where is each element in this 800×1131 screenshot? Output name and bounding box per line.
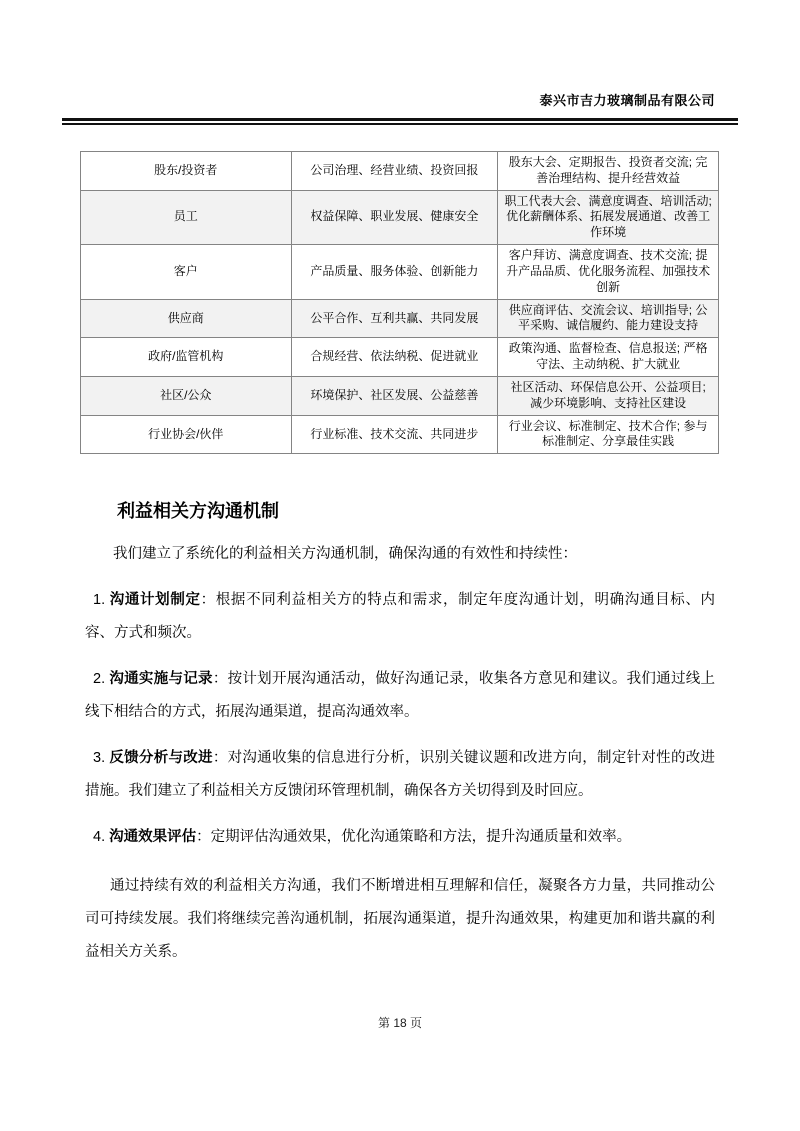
response-cell: 行业会议、标准制定、技术合作; 参与标准制定、分享最佳实践 <box>498 415 719 454</box>
list-item-1 <box>85 584 715 650</box>
stakeholder-cell: 员工 <box>81 190 292 244</box>
item-number: 4. <box>93 829 106 846</box>
response-cell: 供应商评估、交流会议、培训指导; 公平采购、诚信履约、能力建设支持 <box>498 299 719 338</box>
stakeholder-cell: 社区/公众 <box>81 376 292 415</box>
table-row <box>81 152 719 191</box>
table-row <box>81 190 719 244</box>
item-number: 2. <box>93 671 106 688</box>
list-item-4 <box>85 821 715 854</box>
list-item-3 <box>85 742 715 808</box>
header-rule-thin <box>62 123 738 125</box>
table-row <box>81 245 719 299</box>
table-row <box>81 376 719 415</box>
table-row <box>81 415 719 454</box>
stakeholder-cell: 供应商 <box>81 299 292 338</box>
intro-paragraph: 我们建立了系统化的利益相关方沟通机制，确保沟通的有效性和持续性： <box>113 546 577 563</box>
expectations-cell: 环境保护、社区发展、公益慈善 <box>291 376 498 415</box>
response-cell: 政策沟通、监督检查、信息报送; 严格守法、主动纳税、扩大就业 <box>498 338 719 377</box>
stakeholder-cell: 行业协会/伙伴 <box>81 415 292 454</box>
section-title: 利益相关方沟通机制 <box>117 501 279 522</box>
page-footer <box>0 1014 800 1031</box>
stakeholder-table <box>80 151 719 454</box>
stakeholder-cell: 股东/投资者 <box>81 152 292 191</box>
table-row <box>81 338 719 377</box>
item-label: 反馈分析与改进 <box>109 750 213 767</box>
stakeholder-cell: 客户 <box>81 245 292 299</box>
expectations-cell: 公平合作、互利共赢、共同发展 <box>291 299 498 338</box>
item-text: ：根据不同利益相关方的特点和需求，制定年度沟通计划，明确沟通目标、内容、方式和频次。 <box>85 592 716 642</box>
list-item-2 <box>85 663 715 729</box>
item-text: ：定期评估沟通效果，优化沟通策略和方法，提升沟通质量和效率。 <box>196 829 632 846</box>
header-rule-thick <box>62 118 738 121</box>
closing-paragraph: 通过持续有效的利益相关方沟通，我们不断增进相互理解和信任，凝聚各方力量，共同推动公司可持续发展。我们将继续完善沟通机制，拓展沟通渠道，提升沟通效果，构建更加和谐共赢的利益相关方关系。 <box>85 878 715 961</box>
expectations-cell: 合规经营、依法纳税、促进就业 <box>291 338 498 377</box>
response-cell: 股东大会、定期报告、投资者交流; 完善治理结构、提升经营效益 <box>498 152 719 191</box>
response-cell: 职工代表大会、满意度调查、培训活动; 优化薪酬体系、拓展发展通道、改善工作环境 <box>498 190 719 244</box>
response-cell: 客户拜访、满意度调查、技术交流; 提升产品品质、优化服务流程、加强技术创新 <box>498 245 719 299</box>
company-name: 泰兴市吉力玻璃制品有限公司 <box>539 93 715 108</box>
expectations-cell: 产品质量、服务体验、创新能力 <box>291 245 498 299</box>
item-label: 沟通效果评估 <box>109 829 197 846</box>
item-text: ：对沟通收集的信息进行分析，识别关键议题和改进方向，制定针对性的改进措施。我们建立了利益相关方反馈闭环管理机制，确保各方关切得到及时回应。 <box>85 750 716 800</box>
item-number: 3. <box>93 750 106 767</box>
item-text: ：按计划开展沟通活动，做好沟通记录，收集各方意见和建议。我们通过线上线下相结合的方式，拓展沟通渠道，提高沟通效率。 <box>85 671 716 721</box>
item-label: 沟通实施与记录 <box>109 671 213 688</box>
response-cell: 社区活动、环保信息公开、公益项目; 减少环境影响、支持社区建设 <box>498 376 719 415</box>
expectations-cell: 权益保障、职业发展、健康安全 <box>291 190 498 244</box>
stakeholder-cell: 政府/监管机构 <box>81 338 292 377</box>
page-header <box>0 0 800 125</box>
item-label: 沟通计划制定 <box>109 592 201 609</box>
item-number: 1. <box>93 592 106 609</box>
page-number: 第 18 页 <box>377 1016 423 1030</box>
table-row <box>81 299 719 338</box>
expectations-cell: 公司治理、经营业绩、投资回报 <box>291 152 498 191</box>
expectations-cell: 行业标准、技术交流、共同进步 <box>291 415 498 454</box>
